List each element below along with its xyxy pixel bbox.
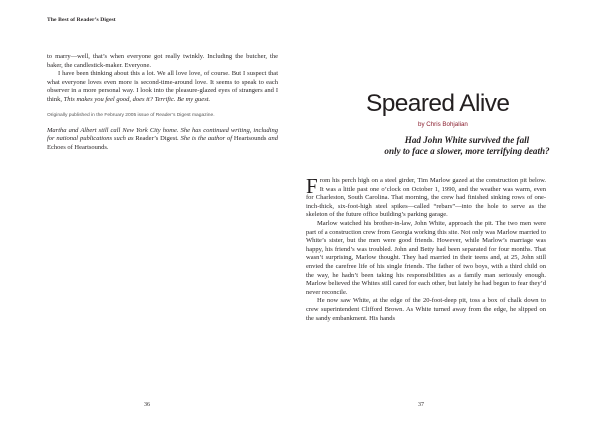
bio-book-title: Echoes of Heartsounds [47, 143, 107, 151]
paragraph-text: rom his perch high on a steel girder, Tim Marlow gazed at the construction pit below. It was a little past one o’clock on October 1, 1990, and the weather was warm, even for Charleston, South Carolina. That morning, the crew had finished sinking rows of one-inch-thick, six-foot-high steel spikes—called “rebars”—into the hole to serve as the skeleton of the future office building’s parking garage. [306, 177, 546, 219]
bio-text: and [266, 135, 279, 143]
paragraph: to marry—well, that’s when everyone got really twinkly. Including the butcher, the baker, the candlestick-maker. Everyone. [47, 53, 278, 69]
paragraph: Marlow watched his brother-in-law, John White, approach the pit. The two men were part of a construction crew from Georgia working this site. Not only was Marlow married to White’s sister, but the men were good friends. However, while Marlow’s marriage was happy, his friend’s was troubled. John and Betty had been separated for four months. That wasn’t surprising, Marlow thought. They had married in their teens and, at 25, John still envied the carefree life of his single friends. The father of two boys, with a third child on the way, he hadn’t been taking his responsibilities as a family man seriously enough. Marlow believed the Whites still cared for each other, but lately he had begun to fear they’d never reconcile. [306, 219, 546, 296]
emphasis-text: This makes you feel good, does it? Terrific. Be my guest. [63, 95, 211, 103]
article-deck [334, 135, 600, 157]
right-page [300, 0, 600, 429]
bio-text: . [106, 143, 109, 151]
bio-publication: Reader’s Digest [135, 135, 178, 143]
page-number-left: 36 [144, 402, 150, 408]
article-title: Speared Alive [366, 90, 510, 117]
publication-credit: Originally published in the February 2005 issue of Reader’s Digest magazine. [47, 112, 215, 118]
page-number-right: 37 [418, 402, 424, 408]
article-body [306, 174, 546, 323]
paragraph: He now saw White, at the edge of the 20-foot-deep pit, toss a box of chalk down to crew superintendent Clifford Brown. As White turned away from the edge, he slipped on the sandy embankment. His hands [306, 297, 546, 322]
byline: by Chris Bohjalian [418, 121, 468, 128]
author-bio [47, 127, 278, 153]
paragraph [47, 70, 278, 104]
paragraph-text: I have been thinking about this a lot. We all love love, of course. But I suspect that what everyone loves even more is second-time-around love. It seems to speak to each observer in a more personal way. I look into the pleasure-glazed eyes of strangers and I think, This makes you feel good, does it? Terrific. Be my guest. [47, 70, 278, 103]
bio-text: Martha and Albert still call New York City home. She has continued writing, including for national publications such as [47, 126, 278, 143]
first-paragraph [306, 174, 546, 220]
drop-cap: F [306, 174, 318, 198]
running-head: The Best of Reader’s Digest [47, 17, 116, 23]
bio-book-title: Heartsounds [233, 135, 267, 143]
deck-line: only to face a slower, more terrifying death? [384, 145, 550, 156]
bio-text: . She is the author of [177, 135, 234, 143]
left-body-text [47, 53, 278, 152]
deck-line: Had John White survived the fall [404, 135, 530, 145]
